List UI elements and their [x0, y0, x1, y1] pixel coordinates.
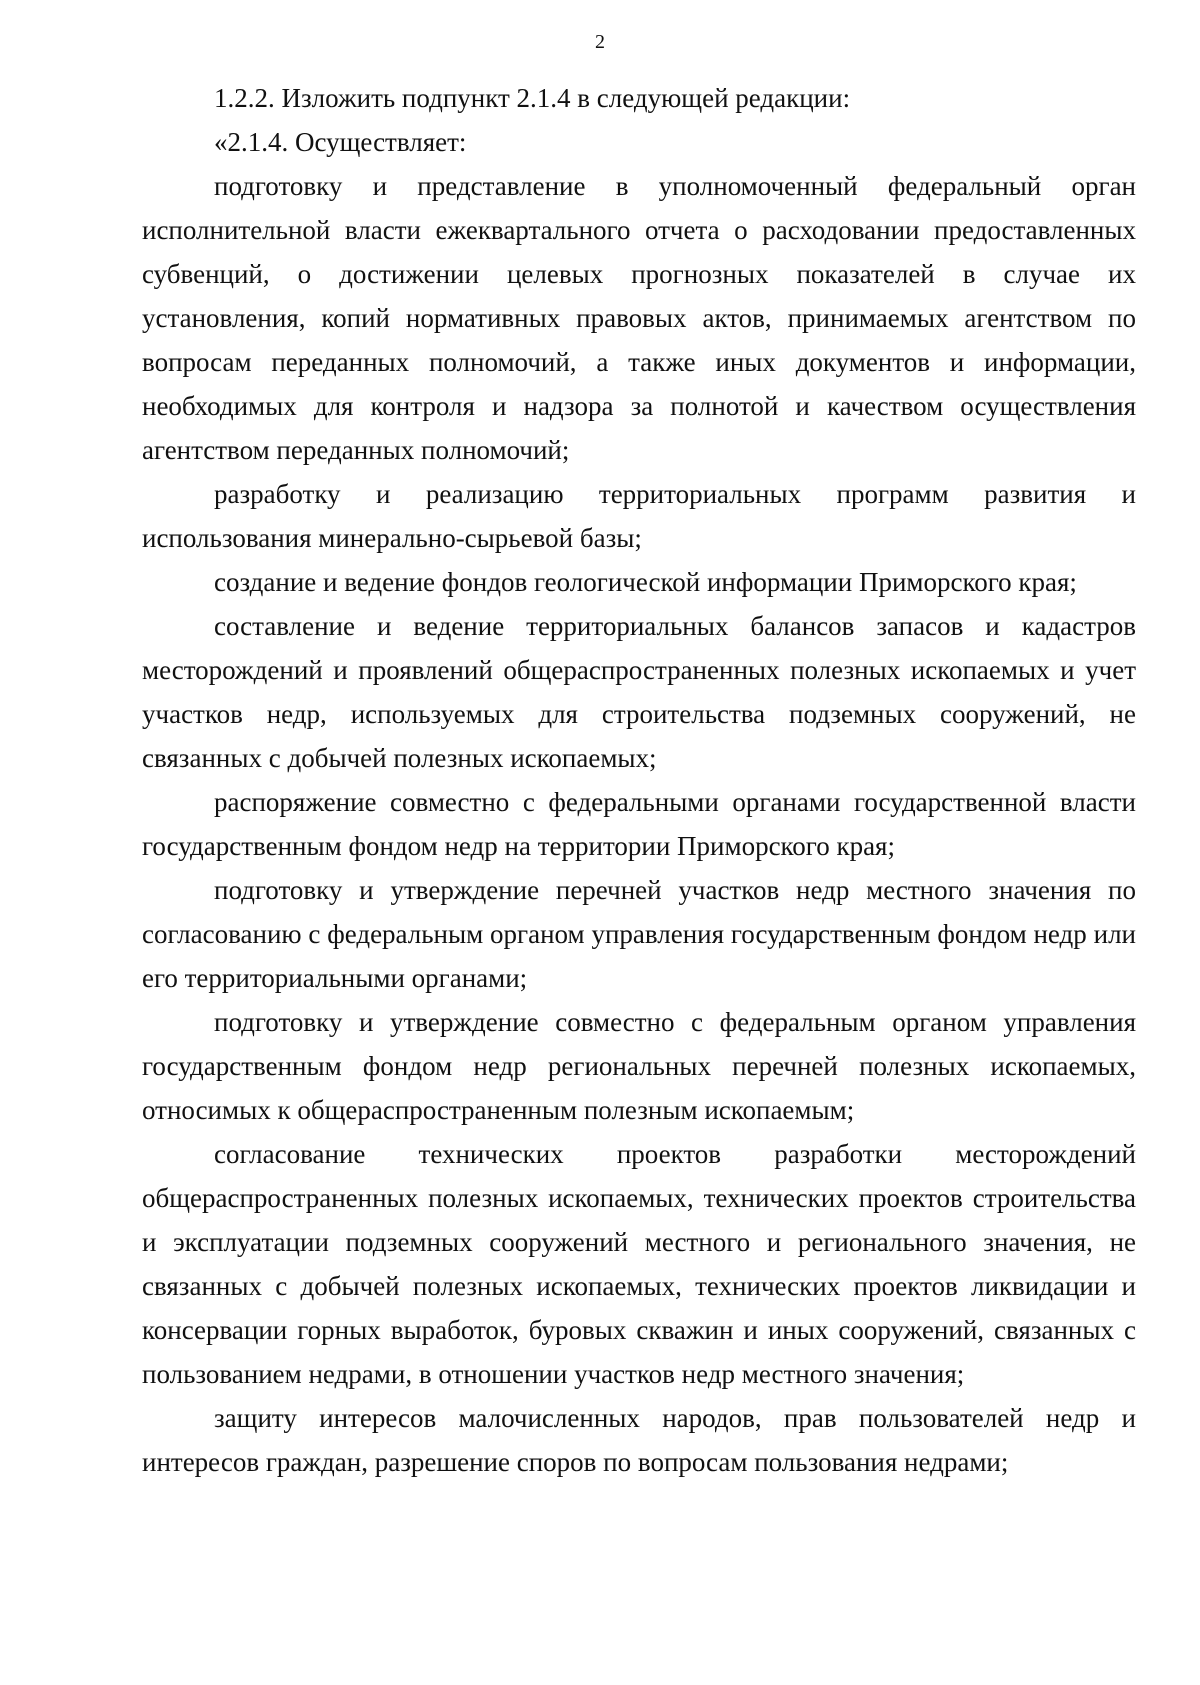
paragraph-territorial-programs: разработку и реализацию территориальных программ развития и использования минерально-сырьевой базы;	[142, 479, 1136, 553]
paragraph-subsoil-disposal: распоряжение совместно с федеральными органами государственной власти государственным фондом недр на территории Приморского края;	[142, 787, 1136, 861]
paragraph-interests-protection: защиту интересов малочисленных народов, прав пользователей недр и интересов граждан, разрешение споров по вопросам пользования недрами;	[142, 1403, 1136, 1477]
paragraph-regional-mineral-lists: подготовку и утверждение совместно с федеральным органом управления государственным фондом недр региональных перечней полезных ископаемых, относимых к общераспространенным полезным ископаемым;	[142, 1007, 1136, 1125]
amendment-instruction: 1.2.2. Изложить подпункт 2.1.4 в следующей редакции:	[214, 83, 851, 113]
paragraph-balances-cadastres: составление и ведение территориальных балансов запасов и кадастров месторождений и проявлений общераспространенных полезных ископаемых и учет участков недр, используемых для строительства подземных сооружений, не связанных с добычей полезных ископаемых;	[142, 611, 1136, 773]
page-number: 2	[595, 31, 605, 53]
paragraph-local-subsoil-lists: подготовку и утверждение перечней участков недр местного значения по согласованию с федеральным органом управления государственным фондом недр или его территориальными органами;	[142, 875, 1136, 993]
paragraph-geological-funds: создание и ведение фондов геологической информации Приморского края;	[214, 567, 1077, 597]
paragraph-reporting: подготовку и представление в уполномоченный федеральный орган исполнительной власти ежеквартального отчета о расходовании предоставленных субвенций, о достижении целевых прогнозных показателей в случае их установления, копий нормативных правовых актов, принимаемых агентством по вопросам переданных полномочий, а также иных документов и информации, необходимых для контроля и надзора за полнотой и качеством осуществления агентством переданных полномочий;	[142, 171, 1136, 465]
document-body	[142, 76, 1136, 1484]
subclause-heading: «2.1.4. Осуществляет:	[214, 127, 467, 157]
paragraph-technical-projects: согласование технических проектов разработки месторождений общераспространенных полезных ископаемых, технических проектов строительства и эксплуатации подземных сооружений местного и регионального значения, не связанных с добычей полезных ископаемых, технических проектов ликвидации и консервации горных выработок, буровых скважин и иных сооружений, связанных с пользованием недрами, в отношении участков недр местного значения;	[142, 1139, 1136, 1389]
